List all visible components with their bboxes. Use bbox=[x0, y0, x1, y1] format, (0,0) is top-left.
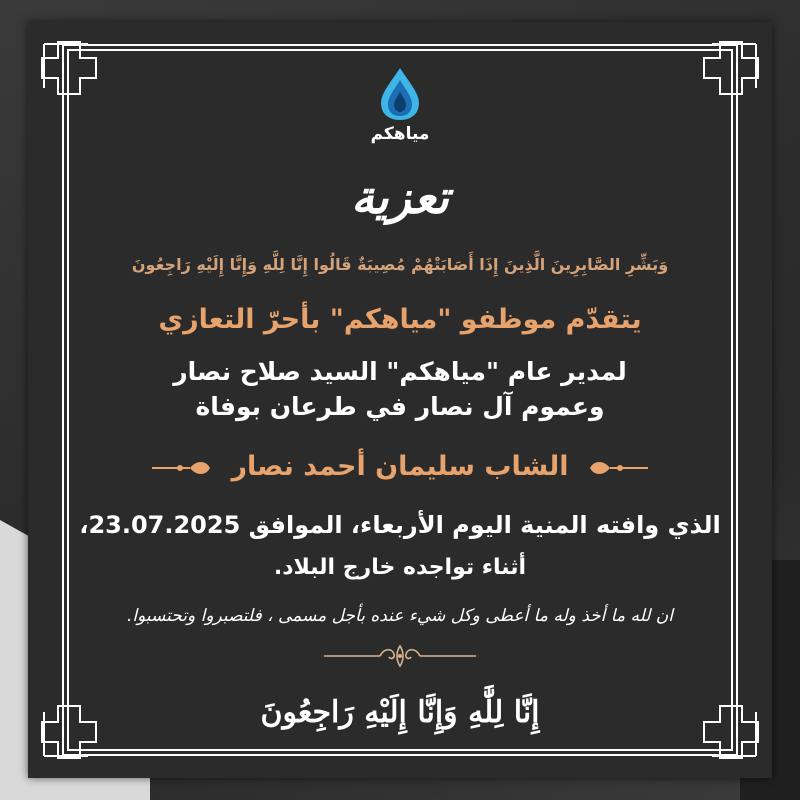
left-ornament-icon bbox=[150, 458, 212, 478]
right-ornament-icon bbox=[588, 458, 650, 478]
flourish-divider-icon bbox=[320, 642, 480, 670]
deceased-name: الشاب سليمان أحمد نصار bbox=[231, 451, 569, 482]
deceased-name-row bbox=[0, 451, 800, 482]
quran-verse: وَبَشِّرِ الصَّابِرِينَ الَّذِينَ إِذَا أَصَابَتْهُمْ مُصِيبَةٌ قَالُوا إِنَّا لِلَّهِ وَإِنَّا إِلَيْهِ رَاجِعُونَ bbox=[131, 255, 669, 274]
death-date-line: الذي وافته المنية اليوم الأربعاء، الموافق 23.07.2025، bbox=[79, 511, 721, 539]
page-title: تعزية bbox=[351, 170, 449, 224]
recipient-line-1: لمدير عام "مياهكم" السيد صلاح نصار bbox=[173, 357, 627, 386]
water-drop-icon bbox=[377, 66, 423, 122]
hadith-line: ان لله ما أخذ وله ما أعطى وكل شيء عنده بأجل مسمى ، فلتصبروا وتحتسبوا. bbox=[126, 606, 674, 626]
logo-text: مياهكم bbox=[370, 124, 430, 144]
company-logo bbox=[362, 66, 438, 144]
recipient-line-2: وعموم آل نصار في طرعان بوفاة bbox=[195, 392, 605, 421]
abroad-line: أثناء تواجده خارج البلاد. bbox=[273, 555, 527, 580]
closing-verse: إِنَّا لِلَّٰهِ وَإِنَّا إِلَيْهِ رَاجِعُونَ bbox=[260, 695, 540, 730]
condolence-heading: يتقدّم موظفو "مياهكم" بأحرّ التعازي bbox=[158, 304, 642, 335]
